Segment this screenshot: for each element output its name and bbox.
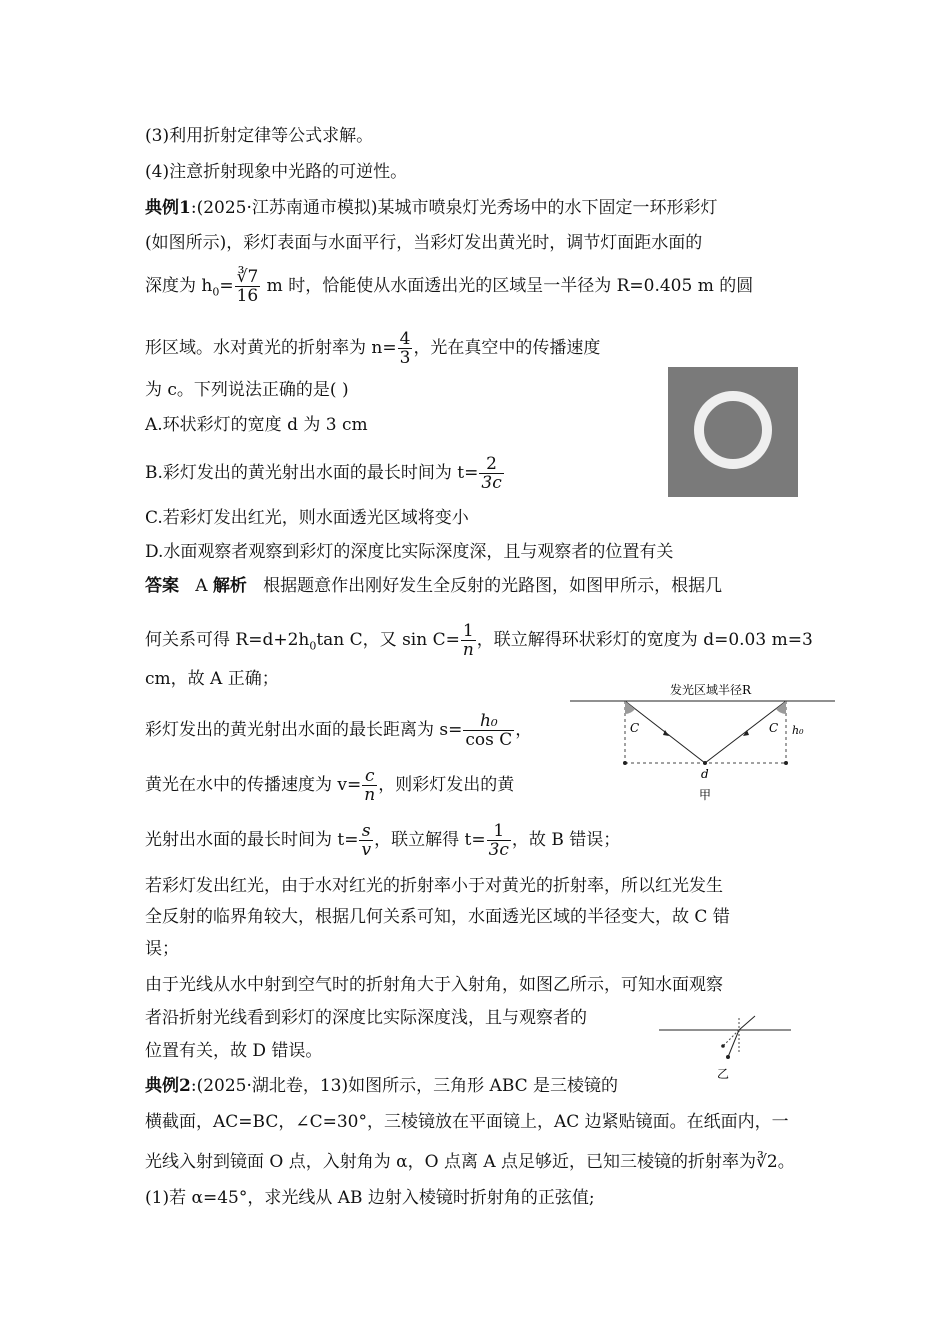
figure-caption: 乙: [717, 1067, 730, 1081]
example1-line2: (如图所示)，彩灯表面与水面平行，当彩灯发出黄光时，调节灯面距水面的: [145, 233, 703, 253]
text-span: ，: [515, 720, 533, 740]
fraction: [487, 822, 511, 859]
photo-background: [668, 367, 798, 497]
angle-c-right: C: [769, 721, 779, 735]
numerator: 1: [461, 622, 476, 641]
example1-line3: [145, 268, 753, 305]
text-span: B.彩灯发出的黄光射出水面的最长时间为 t=: [145, 463, 479, 483]
example-label: 典例2: [145, 1076, 191, 1096]
numerator: 4: [399, 329, 411, 349]
numerator: 2: [479, 455, 503, 474]
answer-label: 答案: [145, 576, 179, 596]
lamp-point-center: [703, 761, 707, 765]
example2-line3: 光线入射到镜面 O 点，入射角为 α，O 点离 A 点足够近，已知三棱镜的折射率为∛2。: [145, 1152, 795, 1172]
refracted-ray: [739, 1016, 755, 1030]
text-span: ，故 B 错误；: [511, 830, 621, 850]
text-span: tan C，又 sin C=: [316, 630, 460, 650]
denominator: v: [361, 840, 372, 860]
figure-yi: [655, 1012, 795, 1082]
answer-line3: cm，故 A 正确；: [145, 669, 279, 689]
fraction: [461, 622, 476, 659]
answer-line9: 误；: [145, 939, 179, 959]
fraction: [463, 712, 514, 749]
text-span: m 时，恰能使从水面透出光的区域呈一半径为 R=0.405 m 的圆: [261, 276, 754, 296]
numerator: ∛7: [236, 267, 259, 287]
figure-jia: [570, 678, 840, 808]
numerator: s: [359, 822, 373, 841]
answer-line10: 由于光线从水中射到空气时的折射角大于入射角，如图乙所示，可知水面观察: [145, 975, 723, 995]
fraction: [362, 767, 377, 804]
text-span: ，联立解得环状彩灯的宽度为 d=0.03 m=3: [476, 630, 813, 650]
answer-line5: [145, 767, 514, 804]
text-span: 何关系可得 R=d+2h: [145, 630, 310, 650]
text-span: 根据题意作出刚好发生全反射的光路图，如图甲所示，根据几: [263, 576, 723, 596]
fraction: [398, 330, 413, 367]
text-span: =: [219, 276, 234, 296]
fraction: [479, 455, 503, 492]
example1-line4: [145, 330, 600, 367]
figure-caption: 甲: [699, 788, 712, 802]
text-span: ，联立解得 t=: [374, 830, 486, 850]
denominator: 3c: [481, 473, 502, 493]
fraction: [235, 268, 261, 305]
answer-line6: [145, 822, 620, 859]
numerator: 1: [487, 822, 511, 841]
text-line: (4)注意折射现象中光路的可逆性。: [145, 162, 408, 182]
example2-line1: [145, 1074, 618, 1098]
denominator: cos C: [465, 730, 513, 750]
example2-line2: 横截面，AC=BC，∠C=30°，三棱镜放在平面镜上，AC 边紧贴镜面。在纸面内，一: [145, 1112, 789, 1132]
example2-line4: (1)若 α=45°，求光线从 AB 边射入棱镜时折射角的正弦值;: [145, 1188, 595, 1208]
numerator: h₀: [463, 712, 514, 731]
answer-line1: [145, 574, 722, 598]
width-label: d: [701, 767, 709, 781]
answer-value: A: [195, 576, 208, 596]
subscript: 0: [309, 639, 317, 653]
answer-line4: [145, 712, 532, 749]
example1-line1: [145, 196, 718, 220]
depth-label: h₀: [792, 724, 804, 737]
text-span: 形区域。水对黄光的折射率为 n=: [145, 338, 397, 358]
lamp-point-right: [784, 761, 788, 765]
answer-line12: 位置有关，故 D 错误。: [145, 1041, 323, 1061]
option-c: C.若彩灯发出红光，则水面透光区域将变小: [145, 508, 469, 528]
text-span: ，则彩灯发出的黄: [378, 775, 515, 795]
answer-line2: [145, 622, 813, 659]
actual-lamp-point: [726, 1055, 730, 1059]
ring-light-photo: [668, 367, 798, 497]
subscript: 0: [212, 285, 220, 299]
denominator: 3c: [488, 840, 509, 860]
option-b: [145, 455, 505, 492]
text-span: :(2025·江苏南通市模拟)某城市喷泉灯光秀场中的水下固定一环形彩灯: [190, 198, 718, 218]
option-a: A.环状彩灯的宽度 d 为 3 cm: [145, 415, 368, 435]
text-span: :(2025·湖北卷，13)如图所示，三角形 ABC 是三棱镜的: [190, 1076, 619, 1096]
lamp-point-left: [623, 761, 627, 765]
apparent-lamp-point: [721, 1044, 725, 1048]
denominator: n: [364, 785, 376, 805]
example-label: 典例1: [145, 198, 191, 218]
incident-ray: [728, 1030, 739, 1057]
angle-c-left: C: [630, 721, 640, 735]
text-span: 彩灯发出的黄光射出水面的最长距离为 s=: [145, 720, 463, 740]
example1-line5: 为 c。下列说法正确的是( ): [145, 380, 349, 400]
fraction: [359, 822, 373, 859]
text-span: 黄光在水中的传播速度为 v=: [145, 775, 362, 795]
analysis-label: 解析: [212, 576, 247, 596]
denominator: 3: [399, 348, 411, 368]
text-line: (3)利用折射定律等公式求解。: [145, 126, 374, 146]
extension-line: [723, 1030, 739, 1046]
denominator: 16: [236, 286, 259, 306]
text-span: 光射出水面的最长时间为 t=: [145, 830, 359, 850]
answer-line11: 者沿折射光线看到彩灯的深度比实际深度浅，且与观察者的: [145, 1008, 587, 1028]
radius-label: 发光区域半径R: [670, 683, 752, 697]
numerator: c: [362, 767, 377, 786]
answer-line7: 若彩灯发出红光，由于水对红光的折射率小于对黄光的折射率，所以红光发生: [145, 876, 723, 896]
text-span: ，光在真空中的传播速度: [413, 338, 601, 358]
text-span: 深度为 h: [145, 276, 213, 296]
answer-line8: 全反射的临界角较大，根据几何关系可知，水面透光区域的半径变大，故 C 错: [145, 907, 730, 927]
denominator: n: [462, 640, 474, 660]
option-d: D.水面观察者观察到彩灯的深度比实际深度深，且与观察者的位置有关: [145, 542, 674, 562]
